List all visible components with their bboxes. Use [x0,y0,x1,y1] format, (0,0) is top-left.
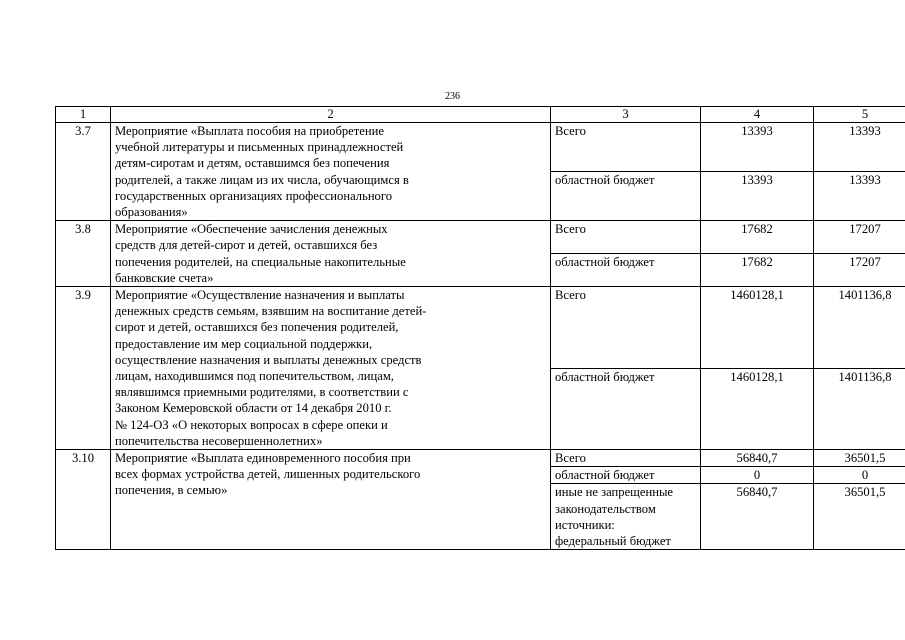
row-number: 3.7 [56,123,111,221]
row-description [111,450,551,550]
description-line: учебной литературы и письменных принадлежностей [115,140,404,155]
value-col5: 1401136,8 [814,287,905,369]
value-col4: 1460128,1 [701,368,814,450]
value-col5: 36501,5 [814,450,905,467]
row-number: 3.9 [56,287,111,450]
value-col5: 1401136,8 [814,368,905,450]
source-label-line: федеральный бюджет [555,534,671,549]
value-col5: 36501,5 [814,484,905,550]
description-line: средств для детей-сирот и детей, оставшихся без [115,238,378,253]
description-line: всех формах устройства детей, лишенных родительского [115,467,421,482]
description-line: Законом Кемеровской области от 14 декабря 2010 г. [115,401,392,416]
source-label-line: иные не запрещенные [555,485,673,500]
table-row [56,450,905,467]
row-description [111,221,551,287]
value-col5: 13393 [814,172,905,221]
description-line: лицам, находившимся под попечительством, лицам, [115,369,394,384]
description-line: детям-сиротам и детям, оставшимся без попечения [115,156,390,171]
value-col4: 1460128,1 [701,287,814,369]
value-col4: 13393 [701,123,814,172]
description-line: попечения, в семью» [115,483,228,498]
value-col4: 13393 [701,172,814,221]
header-cell-2: 2 [111,107,551,123]
source-label: Всего [551,287,701,369]
description-line: Мероприятие «Выплата пособия на приобретение [115,124,384,138]
row-description [111,123,551,221]
description-line: попечительства несовершеннолетних» [115,433,323,448]
source-label: областной бюджет [551,467,701,484]
description-line: являвшимся приемными родителями, в соответствии с [115,385,409,400]
description-line: денежных средств семьям, взявшим на воспитание детей- [115,304,427,319]
value-col4: 0 [701,467,814,484]
page-number: 236 [445,91,460,102]
source-label: Всего [551,450,701,467]
description-line: Мероприятие «Обеспечение зачисления денежных [115,222,388,237]
description-line: предоставление им мер социальной поддержки, [115,336,373,351]
value-col4: 56840,7 [701,484,814,550]
header-row [56,107,905,123]
description-line: банковские счета» [115,270,214,285]
description-line: родителей, а также лицам из их числа, обучающимся в [115,172,409,187]
value-col4: 17682 [701,254,814,287]
source-label: областной бюджет [551,172,701,221]
value-col5: 17207 [814,221,905,254]
table-row [56,287,905,369]
source-label [551,484,701,550]
row-description [111,287,551,450]
description-line: попечения родителей, на специальные накопительные [115,254,406,269]
source-label: Всего [551,221,701,254]
description-line: образования» [115,205,188,220]
value-col4: 56840,7 [701,450,814,467]
header-cell-3: 3 [551,107,701,123]
source-label: Всего [551,123,701,172]
description-line: Мероприятие «Осуществление назначения и выплаты [115,288,405,303]
table-row [56,123,905,172]
description-line: № 124-ОЗ «О некоторых вопросах в сфере опеки и [115,417,388,432]
description-line: осуществление назначения и выплаты денежных средств [115,352,422,367]
header-cell-4: 4 [701,107,814,123]
description-line: сирот и детей, оставшихся без попечения родителей, [115,320,399,335]
value-col4: 17682 [701,221,814,254]
row-number: 3.8 [56,221,111,287]
description-line: Мероприятие «Выплата единовременного пособия при [115,451,411,466]
source-label: областной бюджет [551,368,701,450]
description-line: государственных организациях профессионального [115,188,393,203]
header-cell-5: 5 [814,107,905,123]
source-label-line: источники: [555,517,615,532]
source-label: областной бюджет [551,254,701,287]
value-col5: 13393 [814,123,905,172]
value-col5: 17207 [814,254,905,287]
row-number: 3.10 [56,450,111,550]
header-cell-1: 1 [56,107,111,123]
source-label-line: законодательством [555,501,656,516]
value-col5: 0 [814,467,905,484]
table-row [56,221,905,254]
budget-table [55,106,905,550]
